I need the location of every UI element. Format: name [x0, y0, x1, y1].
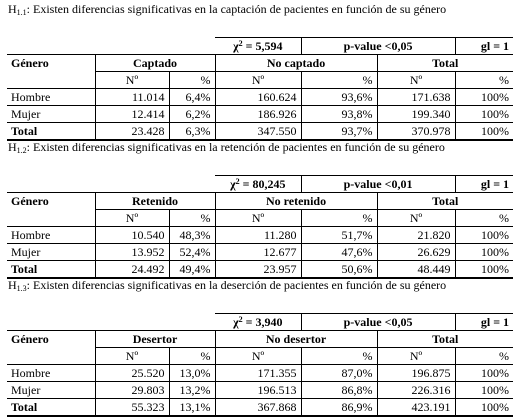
hypothesis-prefix: H: [8, 278, 17, 292]
total-count: 226.316: [377, 382, 455, 399]
column-header-genero: Género: [7, 331, 95, 348]
stat-spacer: [7, 176, 215, 193]
group-b-percent: 50,6%: [301, 261, 377, 279]
count-header: Nº: [377, 210, 455, 227]
chi-square-value: [215, 38, 301, 55]
group-a-percent: 52,4%: [169, 244, 215, 261]
degrees-of-freedom: gl = 1: [455, 314, 513, 331]
sub-header-blank: [7, 72, 95, 89]
group-a-count: 55.323: [95, 399, 169, 417]
group-a-percent: 6,3%: [169, 123, 215, 141]
sub-header-row: [7, 348, 513, 365]
group-header-row: [7, 55, 513, 72]
count-header: Nº: [215, 210, 301, 227]
column-header-genero: Género: [7, 193, 95, 210]
total-row: [7, 261, 513, 279]
hypothesis-id: 1.2: [16, 146, 27, 155]
hypothesis-text: [8, 2, 513, 17]
chi-symbol: χ: [233, 314, 239, 329]
group-header-row: [7, 331, 513, 348]
sub-header-row: [7, 72, 513, 89]
column-header-genero: Género: [7, 55, 95, 72]
row-label: Mujer: [7, 244, 95, 261]
percent-header: %: [455, 72, 513, 89]
group-header-total: Total: [377, 55, 513, 72]
degrees-of-freedom: gl = 1: [455, 176, 513, 193]
percent-header: %: [301, 72, 377, 89]
sub-header-blank: [7, 210, 95, 227]
row-label: Hombre: [7, 89, 95, 106]
group-b-percent: 86,9%: [301, 399, 377, 417]
group-header-a: Desertor: [95, 331, 215, 348]
table-row: [7, 244, 513, 261]
total-percent: 100%: [455, 106, 513, 123]
total-percent: 100%: [455, 89, 513, 106]
group-header-a: Captado: [95, 55, 215, 72]
results-table: [7, 313, 513, 417]
hypothesis-statement: : Existen diferencias significativas en la deserción de pacientes en función de su género: [26, 278, 447, 292]
group-b-percent: 47,6%: [301, 244, 377, 261]
hypothesis-text: [8, 278, 513, 293]
group-a-percent: 49,4%: [169, 261, 215, 279]
hypothesis-id: 1.1: [16, 8, 27, 17]
hypothesis-text: [8, 140, 513, 155]
results-table: [7, 175, 513, 279]
row-label: Mujer: [7, 382, 95, 399]
group-b-count: 171.355: [215, 365, 301, 382]
p-value: p-value <0,01: [301, 176, 455, 193]
hypothesis-id: 1.3: [16, 284, 27, 293]
chi-number: = 3,940: [242, 314, 283, 329]
total-count: 196.875: [377, 365, 455, 382]
group-b-percent: 51,7%: [301, 227, 377, 244]
total-count: 48.449: [377, 261, 455, 279]
total-count: 26.629: [377, 244, 455, 261]
group-a-count: 25.520: [95, 365, 169, 382]
group-a-count: 11.014: [95, 89, 169, 106]
row-label: Total: [7, 123, 95, 141]
stat-spacer: [7, 314, 215, 331]
group-a-count: 24.492: [95, 261, 169, 279]
percent-header: %: [169, 72, 215, 89]
statistics-row: [7, 176, 513, 193]
row-label: Total: [7, 399, 95, 417]
total-count: 199.340: [377, 106, 455, 123]
total-row: [7, 399, 513, 417]
row-label: Mujer: [7, 106, 95, 123]
degrees-of-freedom: gl = 1: [455, 38, 513, 55]
table-row: [7, 227, 513, 244]
chi-number: = 80,245: [239, 176, 286, 191]
group-a-count: 13.952: [95, 244, 169, 261]
group-b-percent: 93,7%: [301, 123, 377, 141]
hypothesis-prefix: H: [8, 2, 17, 16]
count-header: Nº: [215, 348, 301, 365]
percent-header: %: [455, 210, 513, 227]
table-row: [7, 89, 513, 106]
table-row: [7, 106, 513, 123]
hypothesis-statement: : Existen diferencias significativas en la retención de pacientes en función de su género: [26, 140, 445, 154]
total-count: 171.638: [377, 89, 455, 106]
chi-number: = 5,594: [242, 38, 283, 53]
row-label: Total: [7, 261, 95, 279]
percent-header: %: [301, 210, 377, 227]
group-a-percent: 13,1%: [169, 399, 215, 417]
sub-header-blank: [7, 348, 95, 365]
group-header-b: No desertor: [215, 331, 377, 348]
total-percent: 100%: [455, 244, 513, 261]
chi-exponent: 2: [238, 38, 243, 48]
group-header-total: Total: [377, 193, 513, 210]
group-header-b: No retenido: [215, 193, 377, 210]
chi-square-value: [215, 314, 301, 331]
count-header: Nº: [215, 72, 301, 89]
group-header-total: Total: [377, 331, 513, 348]
group-a-percent: 13,2%: [169, 382, 215, 399]
group-b-count: 160.624: [215, 89, 301, 106]
group-b-percent: 87,0%: [301, 365, 377, 382]
percent-header: %: [301, 348, 377, 365]
group-b-count: 367.868: [215, 399, 301, 417]
total-percent: 100%: [455, 382, 513, 399]
percent-header: %: [169, 348, 215, 365]
group-b-percent: 93,8%: [301, 106, 377, 123]
total-percent: 100%: [455, 365, 513, 382]
results-table: [7, 37, 513, 141]
table-row: [7, 365, 513, 382]
statistics-row: [7, 38, 513, 55]
count-header: Nº: [377, 348, 455, 365]
group-a-count: 12.414: [95, 106, 169, 123]
table-row: [7, 382, 513, 399]
group-b-count: 23.957: [215, 261, 301, 279]
p-value: p-value <0,05: [301, 38, 455, 55]
group-b-percent: 93,6%: [301, 89, 377, 106]
chi-exponent: 2: [235, 176, 240, 186]
count-header: Nº: [377, 72, 455, 89]
total-percent: 100%: [455, 399, 513, 417]
total-percent: 100%: [455, 261, 513, 279]
group-header-b: No captado: [215, 55, 377, 72]
total-row: [7, 123, 513, 141]
hypothesis-statement: : Existen diferencias significativas en la captación de pacientes en función de su género: [26, 2, 447, 16]
row-label: Hombre: [7, 365, 95, 382]
total-count: 370.978: [377, 123, 455, 141]
chi-exponent: 2: [238, 314, 243, 324]
percent-header: %: [455, 348, 513, 365]
group-a-count: 29.803: [95, 382, 169, 399]
total-percent: 100%: [455, 123, 513, 141]
percent-header: %: [169, 210, 215, 227]
group-header-a: Retenido: [95, 193, 215, 210]
stat-spacer: [7, 38, 215, 55]
p-value: p-value <0,05: [301, 314, 455, 331]
group-b-count: 11.280: [215, 227, 301, 244]
chi-symbol: χ: [230, 176, 236, 191]
group-a-percent: 13,0%: [169, 365, 215, 382]
chi-symbol: χ: [233, 38, 239, 53]
group-a-count: 23.428: [95, 123, 169, 141]
count-header: Nº: [95, 348, 169, 365]
count-header: Nº: [95, 210, 169, 227]
group-a-percent: 6,2%: [169, 106, 215, 123]
hypothesis-prefix: H: [8, 140, 17, 154]
group-a-count: 10.540: [95, 227, 169, 244]
statistics-row: [7, 314, 513, 331]
group-b-count: 347.550: [215, 123, 301, 141]
group-b-count: 196.513: [215, 382, 301, 399]
sub-header-row: [7, 210, 513, 227]
group-b-percent: 86,8%: [301, 382, 377, 399]
group-b-count: 12.677: [215, 244, 301, 261]
group-a-percent: 48,3%: [169, 227, 215, 244]
group-a-percent: 6,4%: [169, 89, 215, 106]
count-header: Nº: [95, 72, 169, 89]
total-percent: 100%: [455, 227, 513, 244]
chi-square-value: [215, 176, 301, 193]
row-label: Hombre: [7, 227, 95, 244]
group-b-count: 186.926: [215, 106, 301, 123]
total-count: 423.191: [377, 399, 455, 417]
group-header-row: [7, 193, 513, 210]
total-count: 21.820: [377, 227, 455, 244]
